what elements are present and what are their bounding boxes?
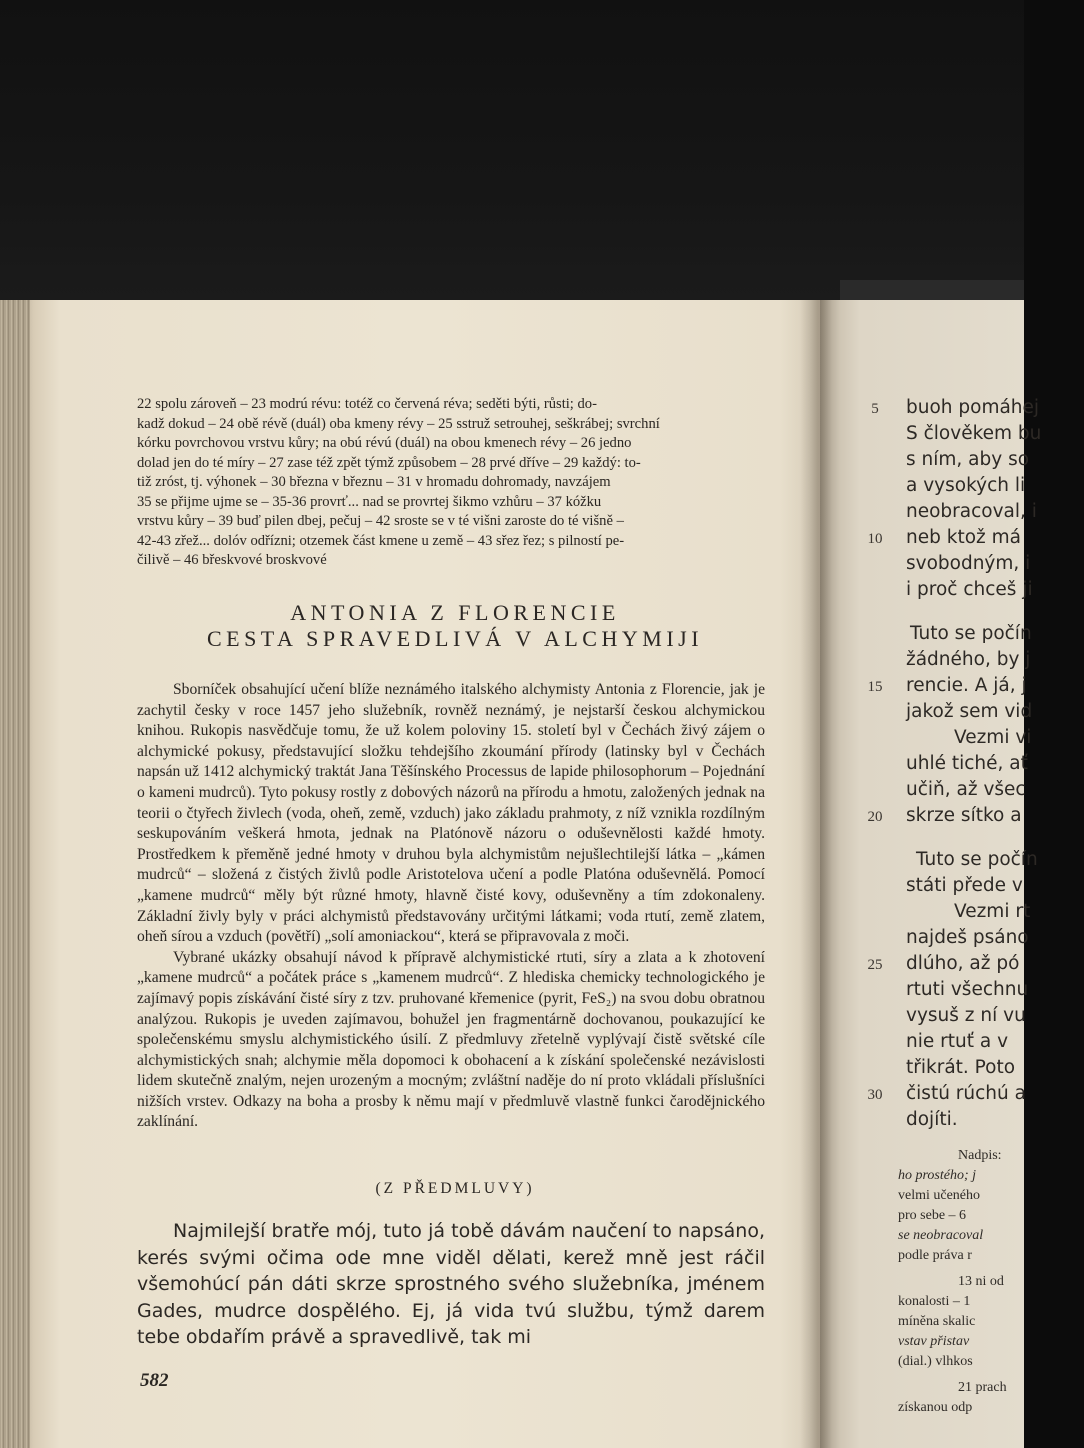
footnote-line: 42-43 zřež... dolóv odřízni; otzemek část kmene u země – 43 sřez řez; s pilností pe- <box>137 532 625 549</box>
section-subtitle: (Z PŘEDMLUVY) <box>375 1180 535 1197</box>
footnote-line: 22 spolu zároveň – 23 modrú révu: totéž co červená réva; seděti býti, růsti; do- <box>137 396 597 412</box>
intro-paragraph: Vybrané ukázky obsahují návod k přípravě alchymistické rtuti, síry a zlata a k zhotovení „kamene mudrců“ a počátek práce s „kamenem mudrců“. Z hlediska chemicky technologického je zajímavý popis získávání čisté síry z tzv. pruhované křemenice (pyrit, FeS₂) na svou dobu obratnou analýzou. Rukopis je uveden zajímavou, bohužel jen fragmentárně dochovanou, poukazující ke společenskému smyslu alchymistického úsilí. Z předmluvy zřetelně vyplývají čistě světské cíle alchymistických snah; alchymie měla dopomoci k obohacení a k získání společenské nezávislosti lidem skutečně znalým, nejen urozeným a mocným; zvláštní naděje do ní proto vkládali příslušníci nižších vrstev. Odkazy na boha a prosby k němu mají v předmluvě vlastně funkci čarodějnického zaklínání. <box>137 948 765 1131</box>
footnote-line: kadž dokud – 24 obě révě (duál) oba kmeny révy – 25 sstruž setrouhej, seškrábej; svrchní <box>137 415 660 432</box>
footnote-line: dolad jen do té míry – 27 zase též zpět týmž způsobem – 28 prvé dříve – 29 každý: to- <box>137 454 641 471</box>
right-line: uhlé tiché, ať <box>906 753 1028 774</box>
right-line: i proč chceš ji <box>906 579 1033 600</box>
line-number: 5 <box>871 401 879 417</box>
line-number: 15 <box>867 679 883 695</box>
right-line: nie rtuť a v <box>906 1031 1009 1052</box>
right-line: S člověkem bu <box>906 423 1042 444</box>
right-line: s ním, aby so <box>906 449 1030 470</box>
right-note: 21 prach <box>958 1380 1007 1395</box>
right-note: velmi učeného <box>898 1188 981 1203</box>
right-line: svobodným, i <box>906 553 1031 574</box>
dark-background <box>0 0 1024 320</box>
right-note: ho prostého; j <box>898 1168 977 1183</box>
footnote-line: tiž zróst, tj. výhonek – 30 března v březnu – 31 v hromadu dohromady, navzájem <box>137 474 611 490</box>
book-gutter <box>800 300 840 1448</box>
line-number: 30 <box>867 1087 883 1103</box>
right-line: dlúho, až pó <box>906 953 1020 974</box>
chapter-author: ANTONIA Z FLORENCIE <box>290 600 620 625</box>
right-line: Tuto se počín <box>916 849 1038 870</box>
right-note: podle práva r <box>898 1248 972 1263</box>
right-line: Vezmi vi <box>954 727 1032 748</box>
footnote-line: vrstvu kůry – 39 buď pilen dbej, pečuj – 42 sroste se v té višni zaroste do té višně – <box>137 513 624 529</box>
right-line: skrze sítko a <box>906 805 1022 826</box>
right-line: najdeš psáno <box>906 927 1029 948</box>
chapter-title: CESTA SPRAVEDLIVÁ V ALCHYMIJI <box>206 626 704 651</box>
right-note: Nadpis: <box>958 1148 1002 1163</box>
line-number: 25 <box>867 957 883 973</box>
right-line: žádného, by j <box>906 649 1031 670</box>
right-line: neb ktož má <box>906 527 1021 548</box>
main-text: Najmilejší bratře mój, tuto já tobě dávám naučení to napsáno, kerés svými očima ode mne viděl dělati, kerež mně jest ráčil všemohúcí pán dáti skrze sprostného svého služebníka, jménem Gades, mudrce dospělého. Ej, já vida tvú službu, týmž darem tebe obdařím právě a spravedlivě, tak mi <box>137 1220 765 1348</box>
right-line: Vezmi rt <box>954 901 1031 922</box>
right-note: 13 ni od <box>958 1274 1004 1289</box>
right-line: buoh pomáhej <box>906 397 1040 418</box>
footnote-line: kórku povrchovou vrstvu kůry; na obú révú (duál) na obou kmenech révy – 26 jedno <box>137 435 632 451</box>
right-note: konalosti – 1 <box>898 1294 971 1309</box>
line-number: 10 <box>867 531 883 547</box>
page-edges <box>0 300 30 1448</box>
right-note: míněna skalic <box>898 1314 976 1329</box>
right-note: (dial.) vlhkos <box>898 1354 973 1369</box>
right-line: rtuti všechnu <box>906 979 1029 1000</box>
right-note: se neobracoval <box>898 1228 984 1243</box>
intro-paragraph: Sborníček obsahující učení blíže neznámého italského alchymisty Antonia z Florencie, jak je zachytil česky v roce 1457 jeho služebník, rovněž neznámý, je nejstarší českou alchymickou knihou. Rukopis nasvědčuje tomu, že už kolem poloviny 15. století byl v Čechách živý zájem o alchymické pokusy, představující složku tehdejšího zkoumání přírody (latinsky byl v Čechách napsán už 1412 alchymický traktát Jana Těšínského Processus de lapide philosophorum – Pojednání o kameni mudrců). Tyto pokusy rostly z dobových názorů na přírodu a hmotu, založených jednak na teorii o čtyřech živlech (voda, oheň, země, vzduch) jako základu prahmoty, z níž vznikla rozdílným seskupováním veškerá hmota, jednak na Platónově názoru o oduševnělosti každé hmoty. Prostředkem k přeměně jedné hmoty v druhou byla alchymistům nejušlechtilejší látka – „kámen mudrců“ – složená z čistých živlů podle Aristotelova učení a podle Platóna oduševnělá. Pomocí „kamene mudrců“ měly být různé hmoty, hlavně čisté kovy, oduševněny a tím zdokonaleny. Základní živly byly v práci alchymistů představovány určitými látkami; voda rtutí, země zlatem, oheň sírou a vzduch (povětří) „solí amoniackou“, která se připravovala z moči. <box>137 681 765 946</box>
right-line: učiň, až všec <box>906 779 1026 800</box>
footnote-line: čilivě – 46 břeskvové broskvové <box>137 552 327 568</box>
right-line: dojíti. <box>906 1109 958 1130</box>
line-number: 20 <box>867 809 883 825</box>
page-number: 582 <box>140 1370 169 1391</box>
right-line: třikrát. Poto <box>906 1057 1016 1078</box>
introduction <box>137 680 765 1133</box>
right-note: pro sebe – 6 <box>898 1208 967 1223</box>
right-line: neobracoval, i <box>906 501 1037 522</box>
right-line: rencie. A já, j <box>906 675 1027 696</box>
right-line: vysuš z ní vu <box>906 1005 1026 1026</box>
right-line: a vysokých li <box>906 475 1026 496</box>
right-note: získanou odp <box>898 1400 973 1415</box>
right-line: čistú rúchú a <box>906 1083 1026 1104</box>
footnote-line: 35 se přijme ujme se – 35-36 provrť... nad se provrtej šikmo vzhůru – 37 kóžku <box>137 493 602 510</box>
right-line: Tuto se počín <box>910 623 1032 644</box>
footnotes <box>137 395 765 571</box>
right-note: vstav přistav <box>898 1334 970 1349</box>
right-line: jakož sem vid <box>906 701 1033 722</box>
right-line: státi přede v <box>906 875 1023 896</box>
